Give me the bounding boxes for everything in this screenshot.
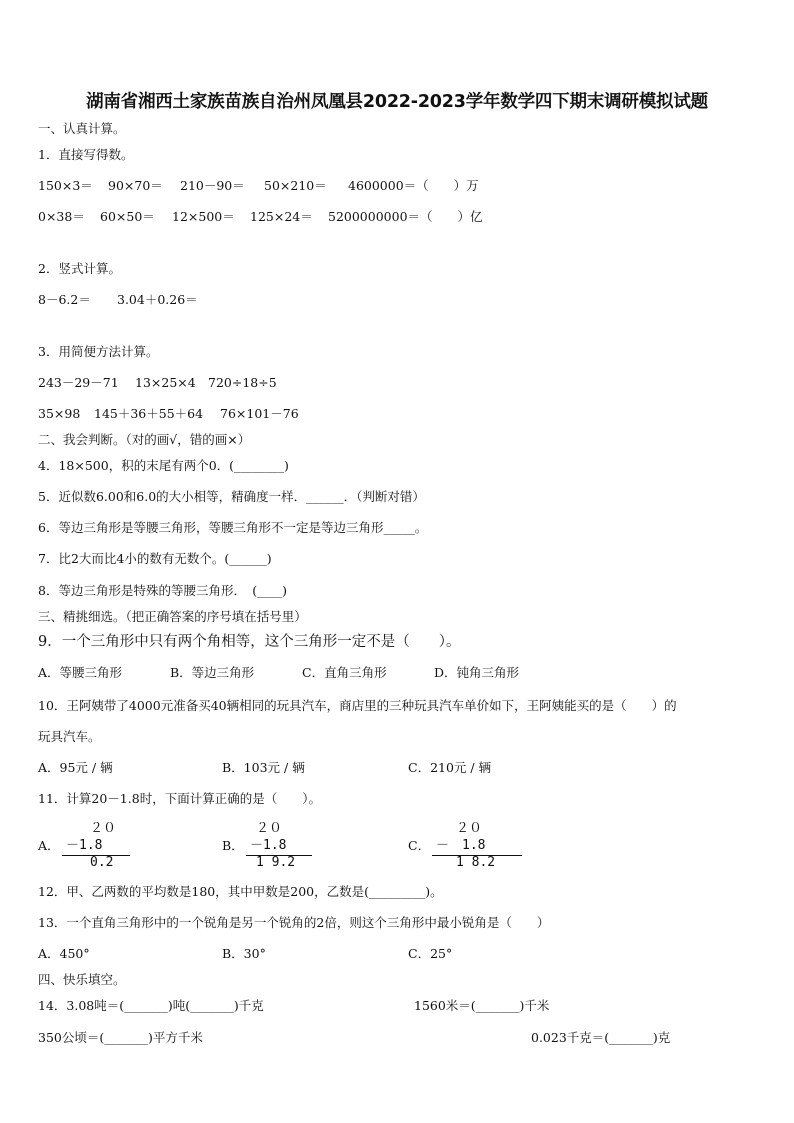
question-14-b: 1560米＝(_______)千米 (414, 998, 550, 1013)
q10-option-b: B．103元 / 辆 (222, 760, 305, 775)
q9-option-c: C．直角三角形 (302, 665, 387, 680)
q13-option-a: A．450° (38, 946, 90, 961)
question-3-heading: 3．用简便方法计算。 (38, 344, 159, 359)
q11-b-result: 1 9.2 (256, 855, 296, 870)
q11-a-subtrahend: －1.8 (66, 838, 103, 853)
question-2-heading: 2．竖式计算。 (38, 261, 121, 276)
q11-b-minuend: ２０ (256, 821, 283, 836)
q1-item: 150×3＝ (38, 178, 93, 193)
section-heading-3: 三、精挑细选。（把正确答案的序号填在括号里） (38, 609, 307, 624)
q1-item: 210－90＝ (180, 178, 245, 193)
question-11-stem: 11．计算20－1.8时，下面计算正确的是（ ）。 (38, 791, 321, 806)
q1-item: 90×70＝ (108, 178, 163, 193)
question-14-a: 14．3.08吨＝(_______)吨(_______)千克 (38, 998, 264, 1013)
q3-item: 720÷18÷5 (208, 375, 277, 390)
q11-c-minuend: ２０ (456, 821, 483, 836)
q10-option-c: C．210元 / 辆 (408, 760, 492, 775)
q1-item: 5200000000＝（ ）亿 (328, 209, 483, 224)
q11-option-a-label: A． (38, 838, 60, 853)
page-title: 湖南省湘西土家族苗族自治州凤凰县2022-2023学年数学四下期末调研模拟试题 (86, 92, 708, 112)
q11-c-result: 1 8.2 (456, 855, 496, 870)
q3-item: 145＋36＋55＋64 (94, 406, 204, 421)
q11-a-minuend: ２０ (90, 821, 117, 836)
question-12: 12．甲、乙两数的平均数是180，其中甲数是200，乙数是(_________)。 (38, 884, 443, 899)
question-5: 5．近似数6.00和6.0的大小相等，精确度一样．______．（判断对错） (38, 489, 425, 504)
question-6: 6．等边三角形是等腰三角形，等腰三角形不一定是等边三角形_____。 (38, 520, 428, 535)
question-4: 4．18×500，积的末尾有两个0．(________) (38, 458, 289, 473)
question-13-stem: 13．一个直角三角形中的一个锐角是另一个锐角的2倍，则这个三角形中最小锐角是（ ） (38, 915, 550, 930)
question-8: 8．等边三角形是特殊的等腰三角形． (____) (38, 583, 287, 598)
question-1-heading: 1．直接写得数。 (38, 147, 134, 162)
q2-item: 8－6.2＝ (38, 292, 91, 307)
q1-item: 4600000＝（ ）万 (348, 178, 479, 193)
q13-option-c: C．25° (408, 946, 453, 961)
section-heading-4: 四、快乐填空。 (38, 972, 126, 987)
q1-item: 0×38＝ (38, 209, 85, 224)
question-14-d: 0.023千克＝(_______)克 (531, 1030, 671, 1045)
q10-option-a: A．95元 / 辆 (38, 760, 113, 775)
question-10-stem: 10．王阿姨带了4000元准备买40辆相同的玩具汽车，商店里的三种玩具汽车单价如下，王阿姨能买的是（ ）的 (38, 698, 677, 713)
q11-b-subtrahend: －1.8 (250, 838, 287, 853)
question-9-stem: 9．一个三角形中只有两个角相等，这个三角形一定不是（ ）。 (38, 634, 461, 650)
q1-item: 12×500＝ (172, 209, 235, 224)
q11-c-subtrahend: － 1.8 (436, 838, 486, 853)
q11-option-c-label: C． (408, 838, 431, 853)
q3-item: 76×101－76 (220, 406, 299, 421)
q3-item: 13×25×4 (135, 375, 196, 390)
q1-item: 125×24＝ (250, 209, 313, 224)
q11-option-b-label: B． (222, 838, 244, 853)
question-14-c: 350公顷＝(_______)平方千米 (38, 1030, 203, 1045)
q9-option-d: D．钝角三角形 (434, 665, 520, 680)
q9-option-a: A．等腰三角形 (38, 665, 123, 680)
q2-item: 3.04＋0.26＝ (117, 292, 198, 307)
q3-item: 35×98 (38, 406, 81, 421)
q13-option-b: B．30° (222, 946, 266, 961)
q9-option-b: B．等边三角形 (170, 665, 255, 680)
question-10-stem-cont: 玩具汽车。 (38, 729, 101, 744)
q11-a-result: 0.2 (90, 855, 114, 870)
question-7: 7．比2大而比4小的数有无数个。(______) (38, 551, 272, 566)
q1-item: 50×210＝ (264, 178, 327, 193)
q3-item: 243－29－71 (38, 375, 119, 390)
q1-item: 60×50＝ (100, 209, 155, 224)
section-heading-2: 二、我会判断。（对的画√，错的画×） (38, 432, 251, 447)
section-heading-1: 一、认真计算。 (38, 121, 126, 136)
